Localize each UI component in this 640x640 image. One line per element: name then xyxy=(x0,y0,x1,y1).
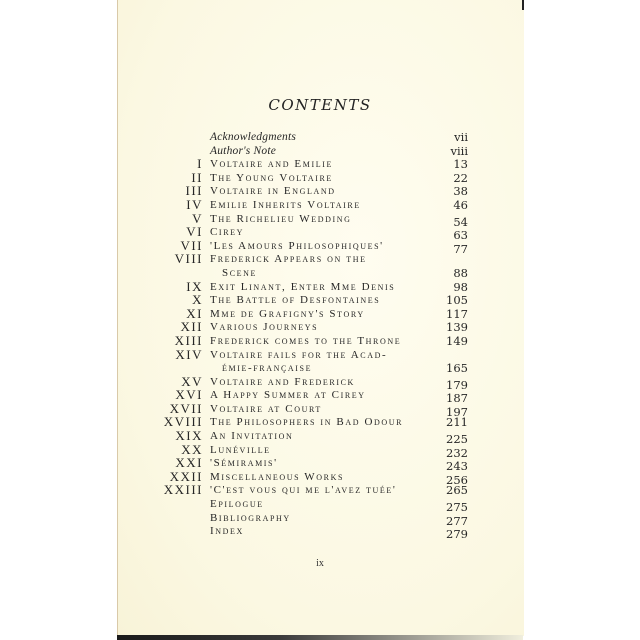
chapter-numeral: XIII xyxy=(174,332,203,348)
page-number: 149 xyxy=(446,333,468,348)
page-bottom-edge xyxy=(117,635,523,640)
chapter-title: Cirey xyxy=(210,226,245,239)
page-number: 63 xyxy=(453,228,468,243)
chapter-title: The Richelieu Wedding xyxy=(210,212,352,225)
chapter-title: 'Sémiramis' xyxy=(210,457,278,470)
chapter-title: The Young Voltaire xyxy=(210,171,333,184)
page-number: 211 xyxy=(446,415,468,430)
page-number: 88 xyxy=(453,265,468,280)
chapter-title: Epilogue xyxy=(210,498,264,511)
page-number: 13 xyxy=(453,157,468,172)
chapter-title-continuation: Scene xyxy=(222,266,258,279)
chapter-title: Voltaire in England xyxy=(210,185,336,198)
toc-entry xyxy=(0,171,640,185)
toc-entry xyxy=(0,252,640,266)
page-number: 197 xyxy=(446,404,468,419)
toc-entry xyxy=(0,293,640,307)
page-number: 98 xyxy=(453,279,468,294)
chapter-title: Frederick comes to the Throne xyxy=(210,334,402,347)
chapter-title: A Happy Summer at Cirey xyxy=(210,389,366,402)
toc-entry xyxy=(0,428,640,447)
chapter-numeral: XIV xyxy=(175,346,203,362)
chapter-numeral: VI xyxy=(186,224,203,240)
toc-entry xyxy=(0,157,640,171)
chapter-numeral: XVI xyxy=(175,387,203,403)
toc-entry xyxy=(0,387,640,406)
page-number: 139 xyxy=(446,320,468,335)
page-number: 277 xyxy=(446,513,468,528)
chapter-title: Voltaire and Emilie xyxy=(210,158,333,171)
toc-entry xyxy=(0,210,640,229)
chapter-title: Emilie Inherits Voltaire xyxy=(210,198,361,211)
chapter-numeral: V xyxy=(192,210,203,226)
chapter-title: Exit Linant, Enter Mme Denis xyxy=(210,280,396,293)
chapter-title: Mme de Grafigny's Story xyxy=(210,307,365,320)
toc-entry xyxy=(0,415,640,429)
page-number: 225 xyxy=(446,432,468,447)
page-edge-shadow xyxy=(522,0,524,10)
page-number: 54 xyxy=(453,214,468,229)
chapter-numeral: IX xyxy=(186,278,203,294)
chapter-title: 'Les Amours Philosophiques' xyxy=(210,239,384,252)
chapter-title: Voltaire and Frederick xyxy=(210,375,355,388)
chapter-title: Bibliography xyxy=(210,511,291,524)
toc-entry xyxy=(0,237,640,256)
chapter-title: The Philosophers in Bad Odour xyxy=(210,416,404,429)
page-number: 232 xyxy=(446,445,468,460)
toc-entry xyxy=(0,348,640,362)
chapter-title: Voltaire fails for the Acad- xyxy=(210,348,388,361)
toc-entry xyxy=(0,280,640,294)
page-number: 77 xyxy=(453,241,468,256)
chapter-title: Miscellaneous Works xyxy=(210,470,345,483)
toc-entry-continuation xyxy=(0,361,640,375)
page-number: viii xyxy=(450,143,468,158)
toc-entry xyxy=(0,334,640,348)
chapter-numeral: VIII xyxy=(174,251,203,267)
chapter-title: 'C'est vous qui me l'avez tuée' xyxy=(210,484,397,497)
page-folio: ix xyxy=(316,558,324,569)
chapter-numeral: XXI xyxy=(175,455,203,471)
page-number: 46 xyxy=(453,197,468,212)
page-number: 179 xyxy=(446,377,468,392)
chapter-numeral: XVIII xyxy=(163,414,203,430)
page-number: 279 xyxy=(446,527,468,542)
page-number: 165 xyxy=(446,361,468,376)
toc-entry xyxy=(0,511,640,528)
toc-entry xyxy=(0,400,640,419)
toc-entry xyxy=(0,320,640,334)
toc-entry xyxy=(0,184,640,198)
toc-entry xyxy=(0,307,640,321)
chapter-numeral: XV xyxy=(181,373,203,389)
chapter-title: Voltaire at Court xyxy=(210,402,322,415)
chapter-numeral: XXIII xyxy=(163,482,203,498)
chapter-numeral: III xyxy=(185,183,203,199)
chapter-numeral: XII xyxy=(180,319,203,335)
chapter-title: Acknowledgments xyxy=(210,131,297,143)
page-number: vii xyxy=(454,130,468,144)
chapter-title: Lunéville xyxy=(210,443,271,456)
page-number: 22 xyxy=(453,170,468,185)
toc-entry xyxy=(0,373,640,392)
toc-entry xyxy=(0,130,640,144)
chapter-title: An Invitation xyxy=(210,430,294,443)
contents-heading: CONTENTS xyxy=(268,96,372,114)
page-number: 243 xyxy=(446,459,468,474)
chapter-numeral: X xyxy=(192,292,203,308)
toc-entry xyxy=(0,497,640,515)
page-number: 265 xyxy=(446,483,468,498)
toc-entry xyxy=(0,144,640,158)
page-number: 117 xyxy=(446,306,468,321)
page-number: 38 xyxy=(453,184,468,199)
toc-entry xyxy=(0,455,640,474)
chapter-numeral: XVII xyxy=(169,400,203,416)
chapter-title: The Battle of Desfontaines xyxy=(210,294,381,307)
toc-entry xyxy=(0,468,640,487)
chapter-title: Frederick Appears on the xyxy=(210,253,367,266)
toc-entry xyxy=(0,483,640,497)
toc-entry xyxy=(0,198,640,212)
toc-entry xyxy=(0,524,640,542)
chapter-numeral: XI xyxy=(186,305,203,321)
chapter-numeral: XIX xyxy=(175,428,203,444)
chapter-numeral: VII xyxy=(180,237,203,253)
chapter-numeral: XXII xyxy=(169,468,203,484)
chapter-title: Index xyxy=(210,525,244,538)
table-of-contents xyxy=(0,130,640,542)
page-number: 275 xyxy=(446,500,468,515)
chapter-numeral: I xyxy=(197,156,203,172)
chapter-title: Author's Note xyxy=(210,144,277,157)
toc-entry-continuation xyxy=(0,266,640,280)
page-number: 187 xyxy=(446,391,468,406)
page-number: 105 xyxy=(446,293,468,308)
chapter-numeral: II xyxy=(191,169,203,185)
toc-entry xyxy=(0,441,640,460)
chapter-title: Various Journeys xyxy=(210,321,319,334)
toc-entry xyxy=(0,224,640,243)
page-number: 256 xyxy=(446,472,468,487)
chapter-title-continuation: émie-française xyxy=(222,362,313,375)
chapter-numeral: IV xyxy=(186,196,203,212)
chapter-numeral: XX xyxy=(181,441,203,457)
